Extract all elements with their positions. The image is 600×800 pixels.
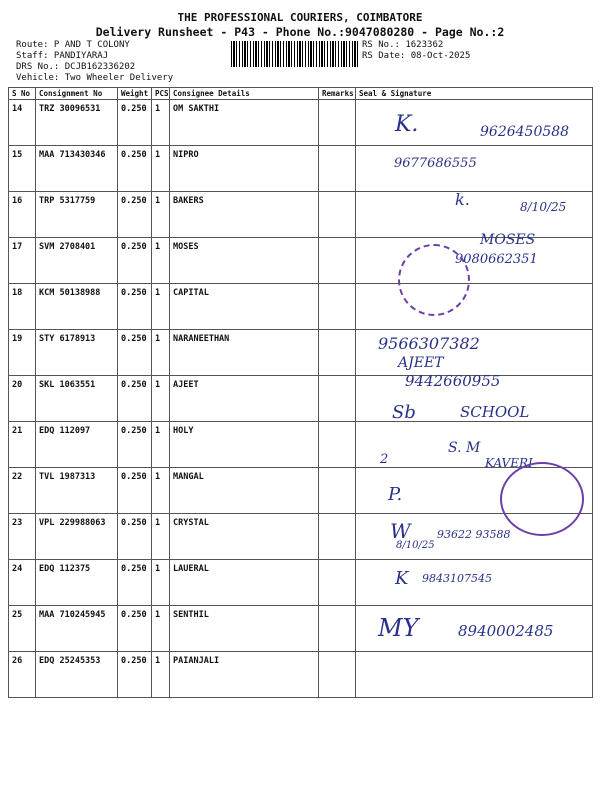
sno-cell: 25: [9, 606, 36, 652]
handwritten-word: SCHOOL: [460, 403, 530, 421]
consignee-cell: NARANEETHAN: [170, 330, 319, 376]
runsheet-table: [8, 87, 593, 698]
remarks-cell: [319, 238, 356, 284]
handwritten-date: 8/10/25: [520, 200, 567, 214]
signature-cell: [356, 192, 593, 238]
remarks-cell: [319, 606, 356, 652]
remarks-cell: [319, 652, 356, 698]
sno-cell: 24: [9, 560, 36, 606]
col-consignee: Consignee Details: [170, 88, 319, 100]
pcs-cell: 1: [152, 192, 170, 238]
signature-scribble: S. M: [448, 440, 481, 456]
table-row: [9, 146, 593, 192]
handwritten-phone: 8940002485: [458, 622, 554, 640]
consignment-cell: STY 6178913: [36, 330, 118, 376]
remarks-cell: [319, 514, 356, 560]
handwritten-phone: 9080662351: [455, 252, 538, 267]
rs-date: RS Date: 08-Oct-2025: [362, 51, 471, 61]
weight-cell: 0.250: [118, 514, 152, 560]
handwritten-name: MOSES: [480, 232, 536, 248]
consignment-cell: EDQ 25245353: [36, 652, 118, 698]
col-weight: Weight: [118, 88, 152, 100]
sno-cell: 15: [9, 146, 36, 192]
col-pcs: PCS: [152, 88, 170, 100]
sno-cell: 19: [9, 330, 36, 376]
consignee-cell: CAPITAL: [170, 284, 319, 330]
pcs-cell: 1: [152, 284, 170, 330]
remarks-cell: [319, 284, 356, 330]
consignment-cell: VPL 229988063: [36, 514, 118, 560]
signature-scribble: MY: [378, 614, 419, 642]
table-row: [9, 560, 593, 606]
signature-scribble: W: [390, 519, 411, 543]
consignment-cell: KCM 50138988: [36, 284, 118, 330]
runsheet-subtitle: Delivery Runsheet - P43 - Phone No.:9047080280 - Page No.:2: [95, 25, 505, 39]
sno-cell: 26: [9, 652, 36, 698]
consignee-cell: AJEET: [170, 376, 319, 422]
barcode-image: [231, 41, 358, 67]
consignee-cell: PAIANJALI: [170, 652, 319, 698]
consignee-cell: MOSES: [170, 238, 319, 284]
weight-cell: 0.250: [118, 284, 152, 330]
sno-cell: 18: [9, 284, 36, 330]
consignment-cell: SVM 2708401: [36, 238, 118, 284]
sno-cell: 21: [9, 422, 36, 468]
col-consignment: Consignment No: [36, 88, 118, 100]
weight-cell: 0.250: [118, 146, 152, 192]
weight-cell: 0.250: [118, 376, 152, 422]
remarks-cell: [319, 560, 356, 606]
sno-cell: 20: [9, 376, 36, 422]
signature-scribble: k.: [455, 190, 470, 209]
consignment-cell: EDQ 112375: [36, 560, 118, 606]
consignee-cell: BAKERS: [170, 192, 319, 238]
weight-cell: 0.250: [118, 560, 152, 606]
signature-cell: [356, 652, 593, 698]
remarks-cell: [319, 422, 356, 468]
consignment-cell: EDQ 112097: [36, 422, 118, 468]
remarks-cell: [319, 192, 356, 238]
rs-number: RS No.: 1623362: [362, 40, 444, 50]
handwritten-date: 8/10/25: [396, 540, 435, 551]
handwritten-name: AJEET: [398, 355, 444, 371]
vehicle-label: Vehicle: Two Wheeler Delivery: [16, 73, 174, 83]
pcs-cell: 1: [152, 514, 170, 560]
handwritten-phone: 93622 93588: [437, 528, 511, 541]
weight-cell: 0.250: [118, 652, 152, 698]
table-row: [9, 192, 593, 238]
consignment-cell: TVL 1987313: [36, 468, 118, 514]
handwritten-phone: 9442660955: [405, 372, 501, 390]
route-label: Route: P AND T COLONY: [16, 40, 130, 50]
remarks-cell: [319, 100, 356, 146]
weight-cell: 0.250: [118, 192, 152, 238]
pcs-cell: 1: [152, 330, 170, 376]
col-sno: S No: [9, 88, 36, 100]
pcs-cell: 1: [152, 238, 170, 284]
weight-cell: 0.250: [118, 100, 152, 146]
pcs-cell: 1: [152, 468, 170, 514]
weight-cell: 0.250: [118, 330, 152, 376]
col-seal-signature: Seal & Signature: [356, 88, 593, 100]
handwritten-phone: 9566307382: [378, 334, 480, 353]
consignment-cell: SKL 1063551: [36, 376, 118, 422]
sno-cell: 23: [9, 514, 36, 560]
handwritten-word: KAVERI: [485, 456, 533, 470]
pcs-cell: 1: [152, 560, 170, 606]
consignee-cell: MANGAL: [170, 468, 319, 514]
signature-cell: [356, 284, 593, 330]
company-title: THE PROFESSIONAL COURIERS, COIMBATORE: [177, 11, 423, 24]
consignee-cell: CRYSTAL: [170, 514, 319, 560]
seal-stamp: [398, 244, 470, 316]
pcs-cell: 1: [152, 606, 170, 652]
pcs-cell: 1: [152, 146, 170, 192]
remarks-cell: [319, 146, 356, 192]
sno-cell: 17: [9, 238, 36, 284]
signature-scribble: K: [395, 568, 409, 589]
table-row: [9, 284, 593, 330]
pcs-cell: 1: [152, 100, 170, 146]
staff-label: Staff: PANDIYARAJ: [16, 51, 109, 61]
weight-cell: 0.250: [118, 468, 152, 514]
table-header-row: [9, 88, 593, 100]
sno-cell: 16: [9, 192, 36, 238]
drs-label: DRS No.: DCJB162336202: [16, 62, 136, 72]
sno-cell: 22: [9, 468, 36, 514]
weight-cell: 0.250: [118, 606, 152, 652]
signature-scribble: K.: [395, 112, 419, 137]
remarks-cell: [319, 330, 356, 376]
consignee-cell: HOLY: [170, 422, 319, 468]
remarks-cell: [319, 468, 356, 514]
consignee-cell: LAUERAL: [170, 560, 319, 606]
consignment-cell: MAA 710245945: [36, 606, 118, 652]
remarks-cell: [319, 376, 356, 422]
col-remarks: Remarks: [319, 88, 356, 100]
pcs-cell: 1: [152, 376, 170, 422]
signature-scribble: P.: [388, 484, 403, 505]
consignee-cell: SENTHIL: [170, 606, 319, 652]
handwritten-phone: 9626450588: [480, 124, 570, 140]
seal-stamp: [500, 462, 584, 536]
weight-cell: 0.250: [118, 422, 152, 468]
consignment-cell: MAA 713430346: [36, 146, 118, 192]
pcs-cell: 1: [152, 652, 170, 698]
handwritten-phone: 9843107545: [422, 572, 492, 585]
consignment-cell: TRZ 30096531: [36, 100, 118, 146]
sno-cell: 14: [9, 100, 36, 146]
signature-scribble: 2: [380, 452, 389, 467]
pcs-cell: 1: [152, 422, 170, 468]
consignee-cell: NIPRO: [170, 146, 319, 192]
weight-cell: 0.250: [118, 238, 152, 284]
table-row: [9, 652, 593, 698]
table-row: [9, 330, 593, 376]
consignee-cell: OM SAKTHI: [170, 100, 319, 146]
consignment-cell: TRP 5317759: [36, 192, 118, 238]
signature-scribble: Sb: [392, 402, 416, 423]
handwritten-phone: 9677686555: [394, 156, 477, 171]
